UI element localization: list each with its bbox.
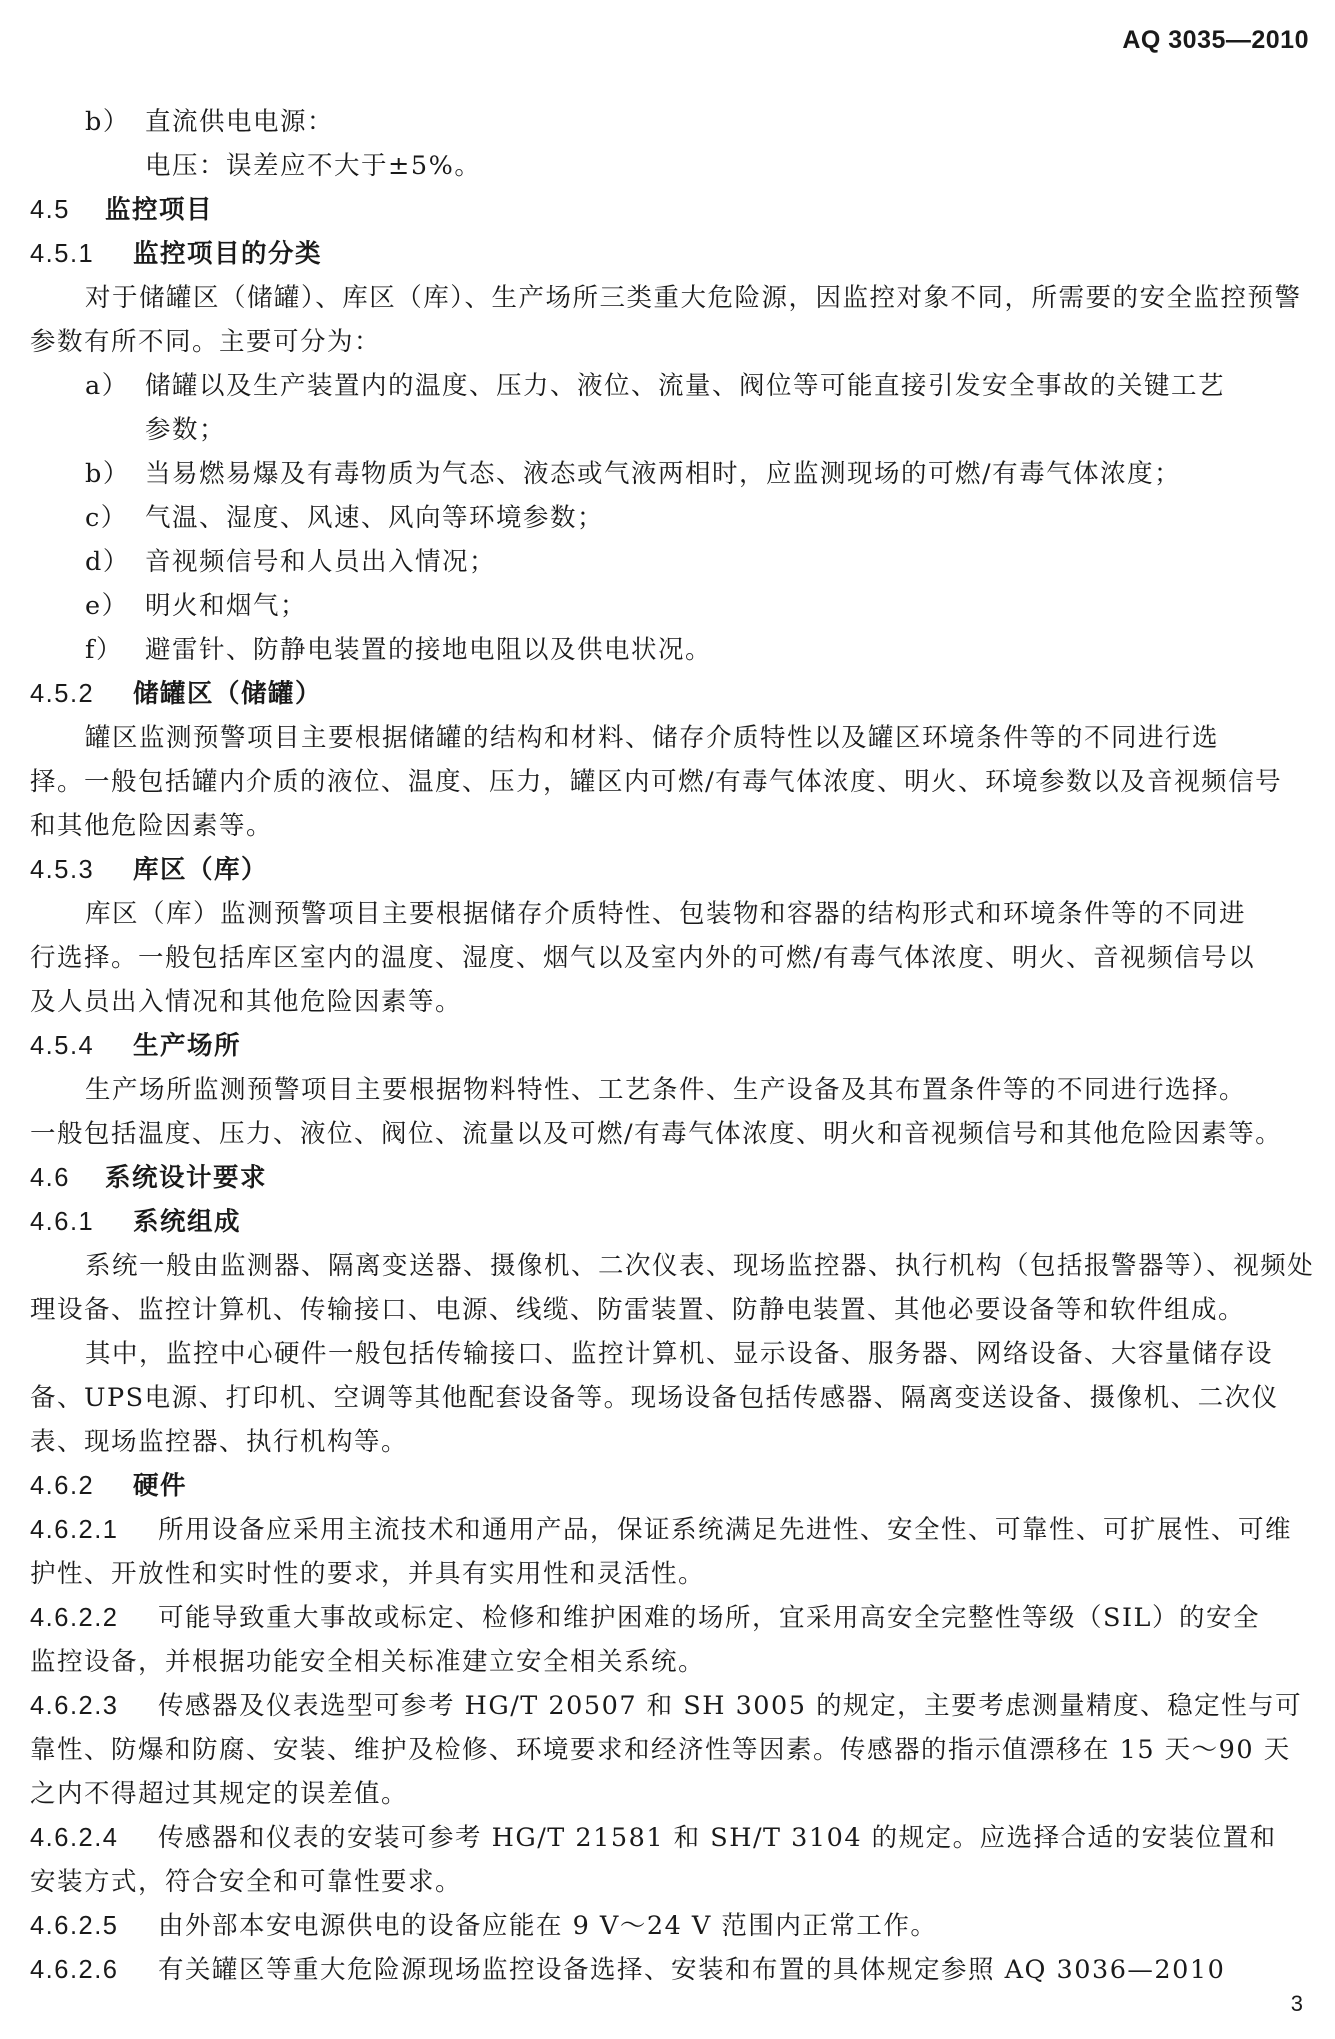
paragraph-line: 择。一般包括罐内介质的液位、温度、压力，罐区内可燃/有毒气体浓度、明火、环境参数以及音视频信号 <box>30 767 1283 797</box>
paragraph-line: 生产场所监测预警项目主要根据物料特性、工艺条件、生产设备及其布置条件等的不同进行选择。 <box>85 1075 1247 1105</box>
section-title: 监控项目的分类 <box>133 239 323 269</box>
list-text: 明火和烟气； <box>145 591 308 621</box>
section-number: 4.5 <box>30 196 70 224</box>
section-heading <box>30 1464 1310 1508</box>
paragraph-line: 参数； <box>145 415 227 445</box>
section-title: 库区（库） <box>133 855 269 885</box>
paragraph-line: 备、UPS电源、打印机、空调等其他配套设备等。现场设备包括传感器、隔离变送设备、摄像机、二次仪 <box>30 1383 1279 1413</box>
section-heading <box>30 1200 1310 1244</box>
list-item <box>30 584 1310 628</box>
paragraph-line: 罐区监测预警项目主要根据储罐的结构和材料、储存介质特性以及罐区环境条件等的不同进行选 <box>85 723 1220 753</box>
paragraph-line: 对于储罐区（储罐）、库区（库）、生产场所三类重大危险源，因监控对象不同，所需要的安全监控预警 <box>85 283 1302 313</box>
paragraph-line: 理设备、监控计算机、传输接口、电源、线缆、防雷装置、防静电装置、其他必要设备等和软件组成。 <box>30 1295 1246 1325</box>
list-label: a） <box>85 371 129 401</box>
section-title: 生产场所 <box>133 1031 242 1061</box>
paragraph-line: 安装方式，符合安全和可靠性要求。 <box>30 1867 463 1897</box>
standard-code: AQ 3035—2010 <box>1122 26 1309 54</box>
section-number: 4.6 <box>30 1164 70 1192</box>
document-body <box>30 100 1315 1992</box>
clause-text: 由外部本安电源供电的设备应能在 9 V～24 V 范围内正常工作。 <box>158 1911 938 1941</box>
clause-number: 4.6.2.1 <box>30 1516 119 1544</box>
section-heading <box>30 232 1310 276</box>
list-item <box>30 496 1310 540</box>
paragraph-line: 护性、开放性和实时性的要求，并具有实用性和灵活性。 <box>30 1559 706 1589</box>
list-text: 储罐以及生产装置内的温度、压力、液位、流量、阀位等可能直接引发安全事故的关键工艺 <box>145 371 1226 401</box>
section-heading <box>30 188 1310 232</box>
section-heading <box>30 672 1310 716</box>
section-heading <box>30 1024 1310 1068</box>
list-label: d） <box>85 547 130 577</box>
clause-line <box>30 1508 1310 1552</box>
section-title: 储罐区（储罐） <box>133 679 323 709</box>
paragraph-line: 参数有所不同。主要可分为： <box>30 327 382 357</box>
paragraph-line: 电压：误差应不大于±5%。 <box>145 151 482 181</box>
list-item <box>30 364 1310 408</box>
paragraph-line: 表、现场监控器、执行机构等。 <box>30 1427 409 1457</box>
paragraph-line: 之内不得超过其规定的误差值。 <box>30 1779 409 1809</box>
list-text: 直流供电电源： <box>145 107 335 137</box>
paragraph-line: 其中，监控中心硬件一般包括传输接口、监控计算机、显示设备、服务器、网络设备、大容量储存设 <box>85 1339 1274 1369</box>
clause-text: 可能导致重大事故或标定、检修和维护困难的场所，宜采用高安全完整性等级（SIL）的安全 <box>158 1603 1260 1633</box>
clause-text: 传感器和仪表的安装可参考 HG/T 21581 和 SH/T 3104 的规定。应选择合适的安装位置和 <box>158 1823 1277 1853</box>
clause-number: 4.6.2.2 <box>30 1604 119 1632</box>
paragraph-line: 和其他危险因素等。 <box>30 811 274 841</box>
clause-line <box>30 1904 1310 1948</box>
section-title: 系统组成 <box>133 1207 242 1237</box>
list-label: f） <box>85 635 123 665</box>
clause-number: 4.6.2.6 <box>30 1956 119 1984</box>
section-number: 4.5.1 <box>30 240 95 268</box>
paragraph-line: 监控设备，并根据功能安全相关标准建立安全相关系统。 <box>30 1647 706 1677</box>
paragraph-line: 系统一般由监测器、隔离变送器、摄像机、二次仪表、现场监控器、执行机构（包括报警器等）、视频处 <box>85 1251 1315 1281</box>
clause-number: 4.6.2.4 <box>30 1824 119 1852</box>
list-text: 当易燃易爆及有毒物质为气态、液态或气液两相时，应监测现场的可燃/有毒气体浓度； <box>145 459 1182 489</box>
list-label: e） <box>85 591 129 621</box>
list-item <box>30 628 1310 672</box>
section-heading <box>30 1156 1310 1200</box>
clause-number: 4.6.2.5 <box>30 1912 119 1940</box>
section-number: 4.5.4 <box>30 1032 95 1060</box>
list-item <box>30 540 1310 584</box>
clause-number: 4.6.2.3 <box>30 1692 119 1720</box>
list-item <box>30 452 1310 496</box>
clause-line <box>30 1684 1310 1728</box>
section-title: 系统设计要求 <box>105 1163 268 1193</box>
list-label: b） <box>85 459 130 489</box>
paragraph-line: 库区（库）监测预警项目主要根据储存介质特性、包装物和容器的结构形式和环境条件等的不同进 <box>85 899 1247 929</box>
list-text: 气温、湿度、风速、风向等环境参数； <box>145 503 605 533</box>
paragraph-line: 靠性、防爆和防腐、安装、维护及检修、环境要求和经济性等因素。传感器的指示值漂移在 15 天～90 天 <box>30 1735 1291 1765</box>
clause-line <box>30 1816 1310 1860</box>
list-label: b） <box>85 107 130 137</box>
section-title: 监控项目 <box>105 195 214 225</box>
paragraph-line: 一般包括温度、压力、液位、阀位、流量以及可燃/有毒气体浓度、明火和音视频信号和其他危险因素等。 <box>30 1119 1283 1149</box>
section-heading <box>30 848 1310 892</box>
section-number: 4.5.2 <box>30 680 95 708</box>
list-text: 音视频信号和人员出入情况； <box>145 547 497 577</box>
clause-text: 所用设备应采用主流技术和通用产品，保证系统满足先进性、安全性、可靠性、可扩展性、可维 <box>158 1515 1293 1545</box>
section-number: 4.6.2 <box>30 1472 95 1500</box>
list-item <box>30 100 1310 144</box>
list-text: 避雷针、防静电装置的接地电阻以及供电状况。 <box>145 635 713 665</box>
section-title: 硬件 <box>133 1471 188 1501</box>
page-number: 3 <box>1290 1991 1303 2016</box>
clause-text: 有关罐区等重大危险源现场监控设备选择、安装和布置的具体规定参照 AQ 3036—2010 <box>158 1955 1226 1985</box>
section-number: 4.5.3 <box>30 856 95 884</box>
paragraph-line: 行选择。一般包括库区室内的温度、湿度、烟气以及室内外的可燃/有毒气体浓度、明火、音视频信号以 <box>30 943 1256 973</box>
section-number: 4.6.1 <box>30 1208 95 1236</box>
clause-line <box>30 1596 1310 1640</box>
list-label: c） <box>85 503 128 533</box>
clause-text: 传感器及仪表选型可参考 HG/T 20507 和 SH 3005 的规定，主要考虑测量精度、稳定性与可 <box>158 1691 1303 1721</box>
paragraph-line: 及人员出入情况和其他危险因素等。 <box>30 987 463 1017</box>
clause-line <box>30 1948 1310 1992</box>
